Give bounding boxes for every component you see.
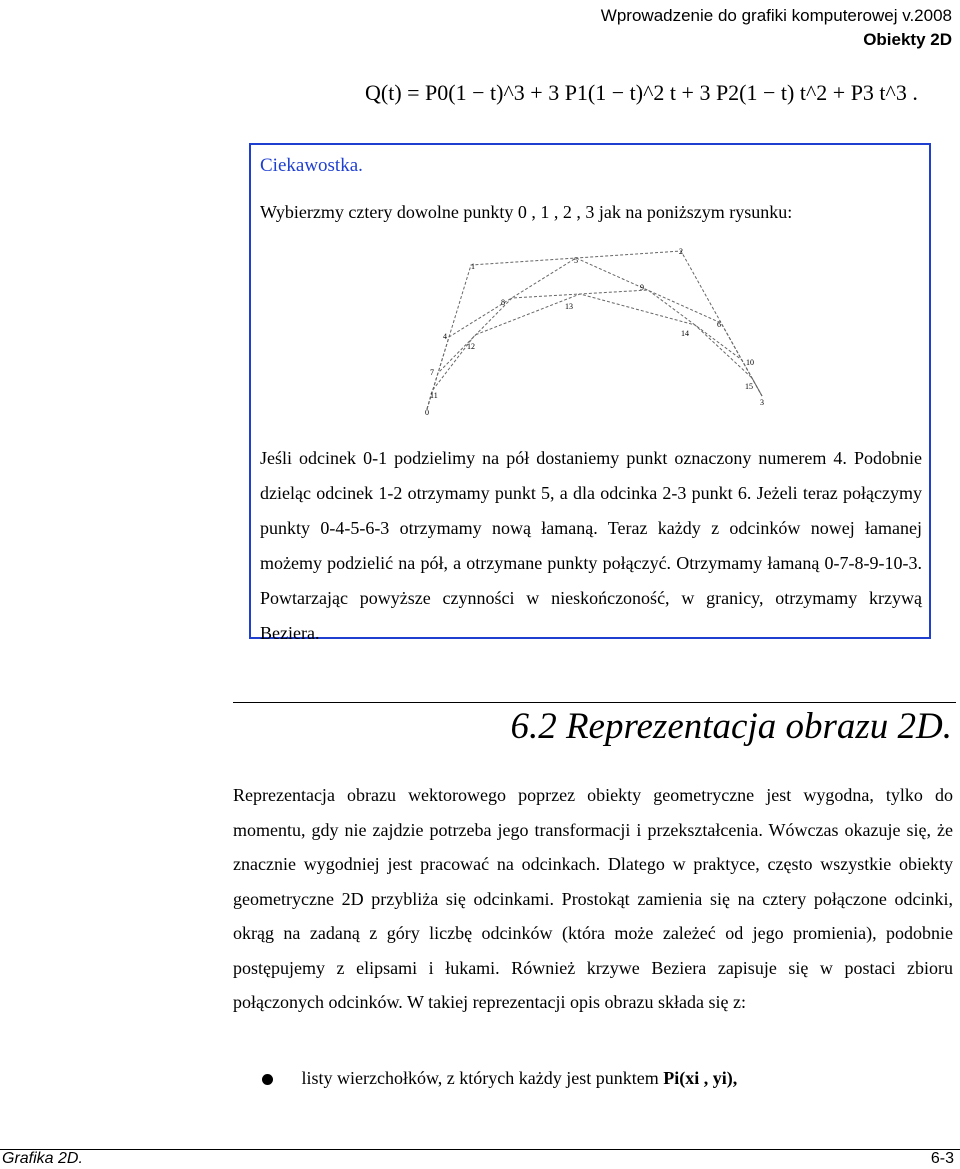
point-label: 3	[760, 398, 764, 407]
control-polygon	[427, 251, 762, 409]
section-rule	[233, 702, 956, 703]
point-label: 0	[425, 408, 429, 417]
header-title: Wprowadzenie do grafiki komputerowej v.2008	[600, 6, 952, 25]
point-label: 1	[471, 262, 475, 271]
page-header	[601, 4, 952, 52]
point-label: 5	[574, 256, 578, 265]
point-label: 2	[679, 247, 683, 256]
bullet-math: Pi(xi , yi),	[663, 1068, 738, 1088]
point-label: 9	[640, 283, 644, 292]
point-label: 12	[467, 342, 475, 351]
point-label: 11	[430, 391, 438, 400]
point-label: 6	[717, 320, 721, 329]
de-casteljau-diagram	[419, 243, 779, 423]
trivia-title: Ciekawostka.	[260, 155, 363, 176]
point-label: 15	[745, 382, 753, 391]
header-subtitle: Obiekty 2D	[863, 30, 952, 49]
point-label: 10	[746, 358, 754, 367]
formula-text: Q(t) = P0(1 − t)^3 + 3 P1(1 − t)^2 t + 3 P2(1 − t) t^2 + P3 t^3 .	[365, 80, 918, 105]
point-label: 7	[430, 368, 434, 377]
trivia-box	[249, 143, 931, 643]
third-subdivision	[427, 294, 762, 409]
section-title: 6.2 Reprezentacja obrazu 2D.	[510, 706, 952, 747]
footer-chapter: Grafika 2D.	[2, 1150, 83, 1167]
point-label: 13	[565, 302, 573, 311]
list-item	[262, 1068, 737, 1089]
first-subdivision	[427, 258, 762, 409]
page-number: 6-3	[930, 1150, 954, 1167]
point-label: 14	[681, 329, 689, 338]
point-label: 8	[501, 298, 505, 307]
point-label: 4	[443, 332, 447, 341]
second-subdivision	[427, 290, 762, 409]
bullet-text: listy wierzchołków, z których każdy jest punktem	[301, 1068, 659, 1088]
bezier-formula	[365, 80, 918, 106]
trivia-paragraph: Jeśli odcinek 0-1 podzielimy na pół dostaniemy punkt oznaczony numerem 4. Podobnie dzieląc odcinek 1-2 otrzymamy punkt 5, a dla odcinka 2-3 punkt 6. Jeżeli teraz połączymy punkty 0-4-5-6-3 otrzymamy nową łamaną. Teraz każdy z odcinków nowej łamanej możemy podzielić na pół, a otrzymane punkty połączyć. Otrzymamy łamaną 0-7-8-9-10-3. Powtarzając powyższe czynności w nieskończoność, w granicy, otrzymamy krzywą Beziera.	[260, 448, 922, 643]
trivia-intro: Wybierzmy cztery dowolne punkty 0 , 1 , 2 , 3 jak na poniższym rysunku:	[260, 202, 793, 222]
bullet-icon	[262, 1074, 273, 1085]
section-paragraph: Reprezentacja obrazu wektorowego poprzez obiekty geometryczne jest wygodna, tylko do momentu, gdy nie zajdzie potrzeba jego transformacji i przekształcenia. Wówczas okazuje się, że znacznie wygodniej jest pracować na odcinkach. Dlatego w praktyce, często wszystkie obiekty geometryczne 2D przybliża się odcinkami. Prostokąt zamienia się na cztery połączone odcinki, okrąg na zadaną z góry liczbę odcinków (która może zależeć od jego promienia), podobnie postępujemy z elipsami i łukami. Również krzywe Beziera zapisuje się w postaci zbioru połączonych odcinków. W takiej reprezentacji opis obrazu składa się z:	[233, 785, 953, 1012]
footer-rule	[0, 1149, 960, 1150]
